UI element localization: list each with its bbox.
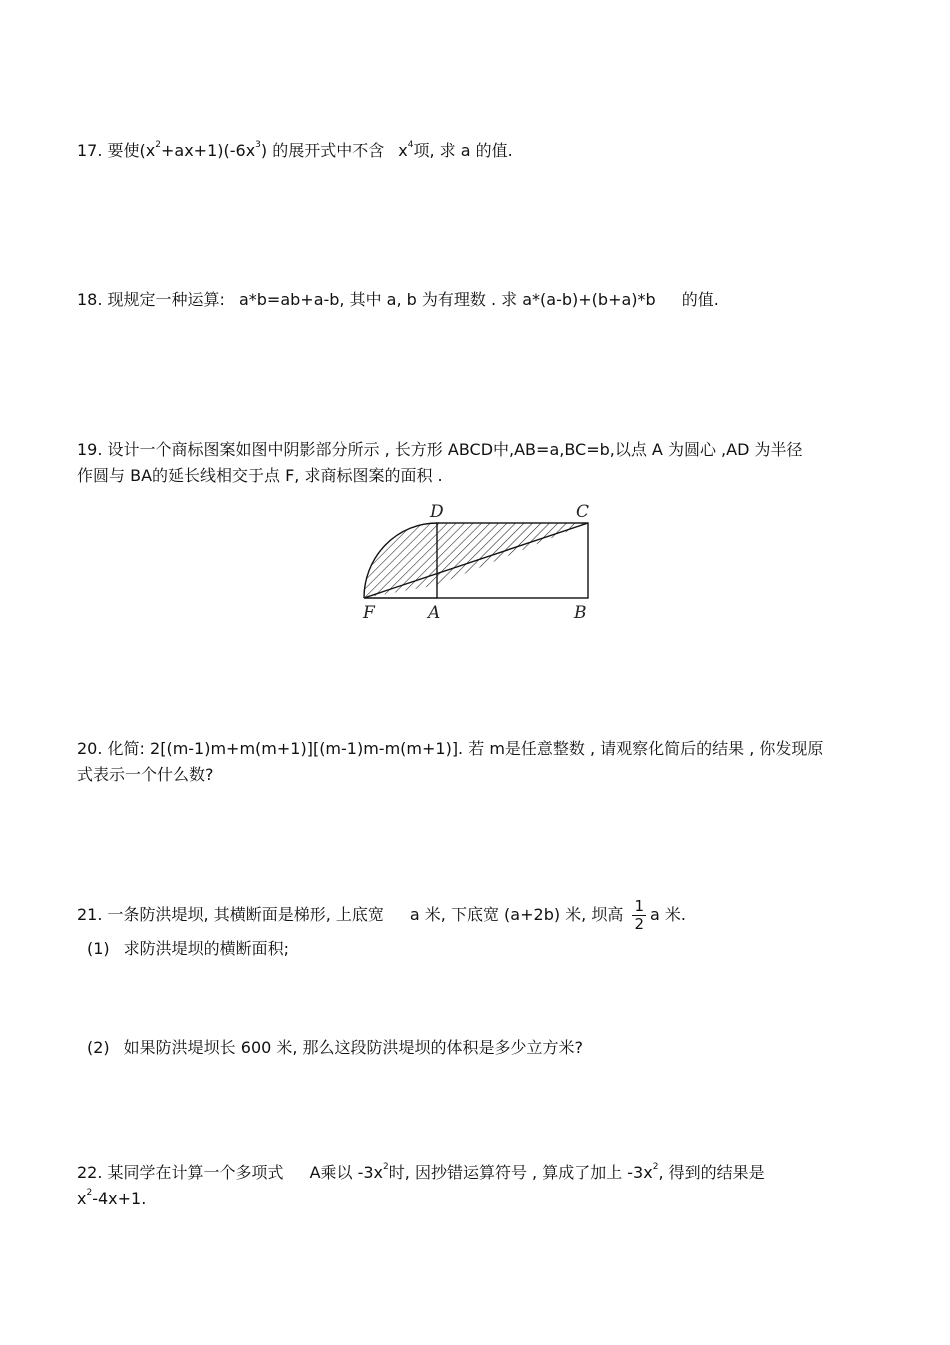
q21-text-part: a 米. <box>650 905 686 924</box>
part-number: (2) <box>87 1038 110 1057</box>
shaded-quarter-region <box>364 523 437 598</box>
question-17 <box>77 141 513 161</box>
q21-number: 21. <box>77 905 103 924</box>
q22-exponent: 2 <box>86 1188 93 1198</box>
q20-text: 式表示一个什么数? <box>77 765 214 784</box>
q17-text-part: ) 的展开式中不含 <box>260 141 385 160</box>
q22-text-part: 时, 因抄错运算符号 , 算成了加上 -3x <box>388 1163 653 1182</box>
q21-text-part: a 米, 下底宽 (a+2b) 米, 坝高 <box>409 905 624 924</box>
q20-text: 化简: 2[(m-1)m+m(m+1)][(m-1)m-m(m+1)]. 若 m是任意整数 , 请观察化简后的结果 , 你发现原 <box>107 739 824 758</box>
q20-number: 20. <box>77 739 103 758</box>
q17-text-part: x <box>398 141 408 160</box>
question-19-line-1 <box>77 440 803 460</box>
shaded-triangle-region <box>437 523 588 585</box>
q22-number: 22. <box>77 1163 103 1182</box>
trademark-figure <box>360 500 595 625</box>
q17-exponent: 4 <box>407 140 414 150</box>
fraction-numerator: 1 <box>634 897 644 915</box>
q22-text-part: A乘以 -3x <box>309 1163 384 1182</box>
label-a: A <box>428 603 441 623</box>
q22-text-part: -4x+1. <box>92 1189 147 1208</box>
q19-number: 19. <box>77 440 103 459</box>
q21-text-part: 一条防洪堤坝, 其横断面是梯形, 上底宽 <box>107 905 384 924</box>
q17-text-part: 要使(x <box>107 141 156 160</box>
question-20-line-1 <box>77 739 823 759</box>
q19-text: 设计一个商标图案如图中阴影部分所示 , 长方形 ABCD中,AB=a,BC=b,以点 A 为圆心 ,AD 为半径 <box>107 440 803 459</box>
question-21-part-2 <box>87 1038 583 1058</box>
fraction-one-half <box>632 898 646 933</box>
part-text: 求防洪堤坝的横断面积; <box>123 939 290 958</box>
label-c: C <box>576 502 590 522</box>
q22-text-part: , 得到的结果是 <box>658 1163 765 1182</box>
q17-text-part: 项, 求 a 的值. <box>413 141 513 160</box>
question-19-line-2 <box>77 466 443 486</box>
q22-exponent: 2 <box>383 1162 389 1172</box>
question-21 <box>77 898 686 933</box>
part-text: 如果防洪堤坝长 600 米, 那么这段防洪堤坝的体积是多少立方米? <box>123 1038 584 1057</box>
q22-text-part: 某同学在计算一个多项式 <box>107 1163 284 1182</box>
q19-text: 作圆与 BA的延长线相交于点 F, 求商标图案的面积 . <box>77 466 443 485</box>
question-21-part-1 <box>87 939 289 959</box>
q17-exponent: 2 <box>155 140 161 150</box>
q17-text-part: +ax+1)(-6x <box>161 141 256 160</box>
q17-number: 17. <box>77 141 103 160</box>
question-22-line-1 <box>77 1163 765 1183</box>
label-d: D <box>430 502 444 522</box>
fraction-denominator: 2 <box>634 915 644 933</box>
q22-text-part: x <box>77 1189 87 1208</box>
q22-exponent: 2 <box>652 1162 659 1172</box>
q18-number: 18. <box>77 290 103 309</box>
question-18 <box>77 290 719 310</box>
q18-text-part: 的值. <box>681 290 719 309</box>
q17-exponent: 3 <box>255 140 261 150</box>
question-20-line-2 <box>77 765 214 785</box>
part-number: (1) <box>87 939 110 958</box>
q18-text-part: 现规定一种运算: <box>107 290 225 309</box>
label-b: B <box>574 603 587 623</box>
q18-text-part: a*b=ab+a-b, 其中 a, b 为有理数 . 求 a*(a-b)+(b+a)*b <box>238 290 656 309</box>
label-f: F <box>363 603 375 623</box>
question-22-line-2 <box>77 1189 146 1209</box>
